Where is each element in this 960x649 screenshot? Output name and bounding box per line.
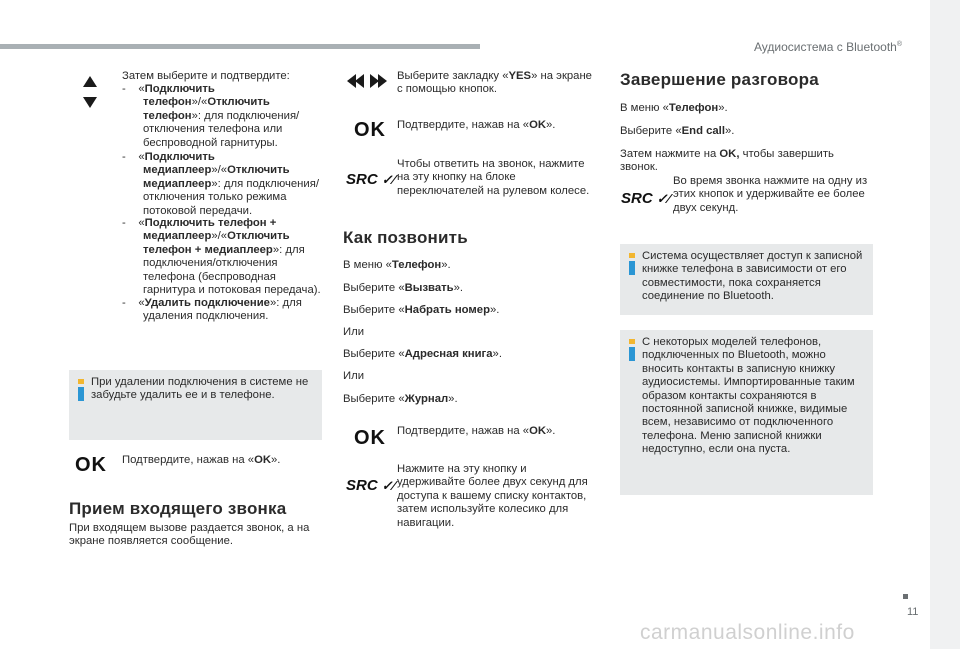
- select-dial-text: Выберите «Набрать номер».: [343, 304, 500, 316]
- select-end-call-text: Выберите «End call».: [620, 125, 735, 137]
- watermark: carmanualsonline.info: [640, 621, 855, 644]
- select-confirm-intro: Затем выберите и подтвердите:: [122, 70, 290, 82]
- registered-mark: ®: [896, 41, 902, 48]
- menu-phone-text: В меню «Телефон».: [343, 259, 451, 271]
- select-log-text: Выберите «Журнал».: [343, 393, 458, 405]
- info-icon: [629, 339, 635, 361]
- option-delete-connection: - «Удалить подключение»: для удаления подключения.: [122, 297, 302, 323]
- confirm-ok-text: Подтвердите, нажав на «OK».: [122, 454, 281, 466]
- answer-call-text: Чтобы ответить на звонок, нажмите на эту кнопку на блоке переключателей на рулевом колесе.: [397, 158, 590, 197]
- info-note-delete: [69, 370, 322, 440]
- info-note-text: С некоторых моделей телефонов, подключенных по Bluetooth, можно вносить контакты в записную книжку аудиосистемы. Импортированные таким образом контакты сохраняются в постоянной записной книжке, видимые всем, независимо от подключенного телефона. Меню записной книжки недоступно, если она пуста.: [642, 336, 855, 456]
- left-right-arrows-icon: [346, 72, 388, 90]
- select-addressbook-text: Выберите «Адресная книга».: [343, 348, 502, 360]
- info-note-contacts: [620, 330, 873, 495]
- running-header: [754, 40, 902, 54]
- menu-phone-text: В меню «Телефон».: [620, 102, 728, 114]
- src-phone-button-icon: SRC ✓∕: [346, 477, 395, 494]
- section-title-end-call: Завершение разговора: [620, 70, 819, 89]
- info-note-text: При удалении подключения в системе не забудьте удалить ее и в телефоне.: [91, 376, 309, 402]
- header-rule: [0, 44, 480, 49]
- page-marker: [903, 594, 908, 599]
- section-title-incoming-call: Прием входящего звонка: [69, 499, 287, 518]
- select-yes-tab-text: Выберите закладку «YES» на экране с помощью кнопок.: [397, 70, 592, 96]
- header-title-text: Аудиосистема с Bluetooth: [753, 40, 897, 54]
- or-text: Или: [343, 370, 365, 382]
- page-edge-strip: [930, 0, 960, 649]
- info-note-text: Система осуществляет доступ к записной книжке телефона в зависимости от его совместимости, пока сохраняется соединение по Bluetooth.: [642, 250, 863, 303]
- incoming-call-text: При входящем вызове раздается звонок, а на экране появляется сообщение.: [69, 522, 310, 548]
- option-connect-media: - «Подключить медиаплеер»/«Отключить медиаплеер»: для подключения/отключения только режима потоковой передачи.: [122, 151, 319, 217]
- src-phone-button-icon: SRC ✓∕: [621, 190, 670, 207]
- option-connect-phone-media: - «Подключить телефон + медиаплеер»/«Отключить телефон + медиаплеер»: для подключения/отключения телефона (беспроводная гарнитура и потоковая передача).: [122, 217, 321, 297]
- section-title-how-to-call: Как позвонить: [343, 228, 468, 247]
- ok-button-icon: OK: [354, 427, 386, 449]
- page-number: 11: [907, 606, 919, 618]
- option-connect-phone: - «Подключить телефон»/«Отключить телефон»: для подключения/отключения телефона или беспроводной гарнитуры.: [122, 83, 300, 149]
- up-down-arrows-icon: [80, 74, 100, 110]
- select-call-text: Выберите «Вызвать».: [343, 282, 464, 294]
- press-ok-text: Затем нажмите на OK, чтобы завершить звонок.: [620, 148, 834, 174]
- hold-button-text: Нажмите на эту кнопку и удерживайте более двух секунд для доступа к вашему списку контактов, затем используйте колесико для навигации.: [397, 463, 588, 529]
- ok-button-icon: OK: [354, 119, 386, 141]
- during-call-text: Во время звонка нажмите на одну из этих кнопок и удерживайте ее более двух секунд.: [673, 175, 868, 214]
- info-icon: [78, 379, 84, 401]
- info-icon: [629, 253, 635, 275]
- confirm-ok-text: Подтвердите, нажав на «OK».: [397, 425, 556, 437]
- info-note-phonebook: [620, 244, 873, 315]
- confirm-ok-text: Подтвердите, нажав на «OK».: [397, 119, 556, 131]
- ok-button-icon: OK: [75, 454, 107, 476]
- or-text: Или: [343, 326, 365, 338]
- src-phone-button-icon: SRC ✓∕: [346, 171, 395, 188]
